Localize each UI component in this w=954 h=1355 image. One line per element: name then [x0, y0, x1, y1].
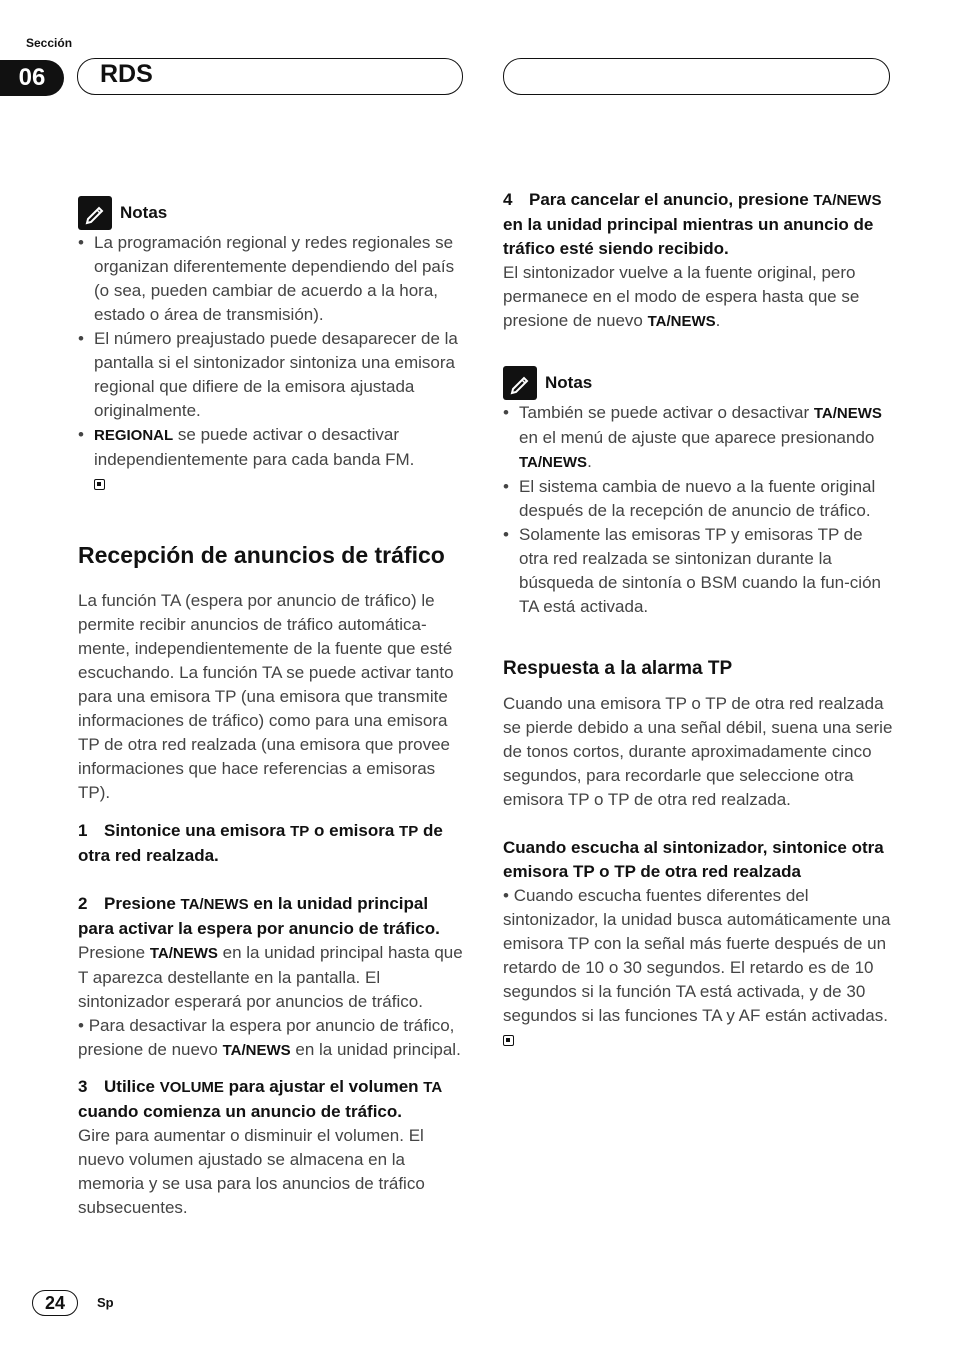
step-1: 1 Sintonice una emisora TP o emisora TP de otra red realzada.	[78, 821, 443, 865]
step-4: 4 Para cancelar el anuncio, presione TA/NEWS en la unidad principal mientras un anuncio de tráfico esté siendo recibido.	[503, 190, 882, 258]
bold-instruction: Cuando escucha al sintonizador, sintonice otra emisora TP o TP de otra red realzada	[503, 838, 884, 881]
page-number: 24	[32, 1290, 78, 1316]
note-item: • También se puede activar o desactivar TA/NEWS en el menú de ajuste que aparece presionando TA/NEWS.	[503, 403, 882, 471]
note-item: • La programación regional y redes regionales se organizan diferentemente dependiendo del país (o sea, pueden cambiar de acuerdo a la hora, estado o área de transmisión).	[78, 233, 455, 324]
page-title: RDS	[100, 60, 153, 88]
left-column	[78, 196, 468, 1220]
note-item: • REGIONAL se puede activar o desactivar independientemente para cada banda FM.	[78, 423, 468, 496]
step-3-body: Gire para aumentar o disminuir el volumen. El nuevo volumen ajustado se almacena en la memoria y se usa para los anuncios de tráfico subsecuentes.	[78, 1126, 425, 1217]
step-3: 3 Utilice VOLUME para ajustar el volumen TA cuando comienza un anuncio de tráfico.	[78, 1077, 443, 1121]
end-mark-icon	[503, 1035, 514, 1046]
section-label: Sección	[26, 36, 73, 50]
step-2: 2 Presione TA/NEWS en la unidad principal para activar la espera por anuncio de tráfico.	[78, 894, 440, 938]
end-mark-icon	[94, 479, 105, 490]
notes-label: Notas	[120, 203, 168, 222]
note-item: • Solamente las emisoras TP y emisoras TP de otra red realzada se sintonizan durante la búsqueda de sintonía o BSM cuando la fun-ción TA está activada.	[503, 525, 881, 616]
final-bullet: • Cuando escucha fuentes diferentes del sintonizador, la unidad busca automáticamente una emisora TP con la señal más fuerte después de un retardo de 10 o 30 segundos. El retardo es de 10 segundos si la función TA está activada, y de 30 segundos si las funciones TA y AF están activadas.	[503, 884, 895, 1052]
note-item: • El número preajustado puede desaparecer de la pantalla si el sintonizador sintoniza una emisora regional que difiere de la emisora ajustada originalmente.	[78, 329, 458, 420]
empty-title-frame	[503, 58, 890, 95]
page-language: Sp	[97, 1295, 114, 1310]
notes-label: Notas	[545, 373, 593, 392]
section-heading: Recepción de anuncios de tráfico	[78, 542, 445, 568]
right-column	[503, 188, 895, 1052]
step-2-body: Presione TA/NEWS en la unidad principal hasta que T aparezca destellante en la pantalla. El sintonizador esperará por anuncios de tráfico.	[78, 943, 463, 1011]
note-item: • El sistema cambia de nuevo a la fuente original después de la recepción de anuncio de tráfico.	[503, 477, 876, 520]
subsection-heading: Respuesta a la alarma TP	[503, 658, 733, 679]
step-2-bullet: • Para desactivar la espera por anuncio de tráfico, presione de nuevo TA/NEWS en la unidad principal.	[78, 1016, 461, 1059]
notes-header	[78, 196, 468, 230]
intro-paragraph: La función TA (espera por anuncio de tráfico) le permite recibir anuncios de tráfico automática-mente, independientemente de la fuente que esté escuchando. La función TA se puede activar tanto para una emisora TP (una emisora que transmite informaciones de tráfico) como para una emisora TP de otra red realzada (una emisora que provee informaciones que hace referencias a emisoras TP).	[78, 591, 454, 802]
pencil-icon	[503, 366, 537, 400]
step-4-body: El sintonizador vuelve a la fuente original, pero permanece en el modo de espera hasta que se presione de nuevo TA/NEWS.	[503, 263, 860, 330]
pencil-icon	[78, 196, 112, 230]
notes-header	[503, 366, 895, 400]
section-number-badge: 06	[0, 60, 64, 96]
alarm-paragraph: Cuando una emisora TP o TP de otra red realzada se pierde debido a una señal débil, suena una serie de tonos cortos, durante aproximadamente cinco segundos, para recordarle que seleccione otra emisora TP o TP de otra red realzada.	[503, 694, 893, 809]
